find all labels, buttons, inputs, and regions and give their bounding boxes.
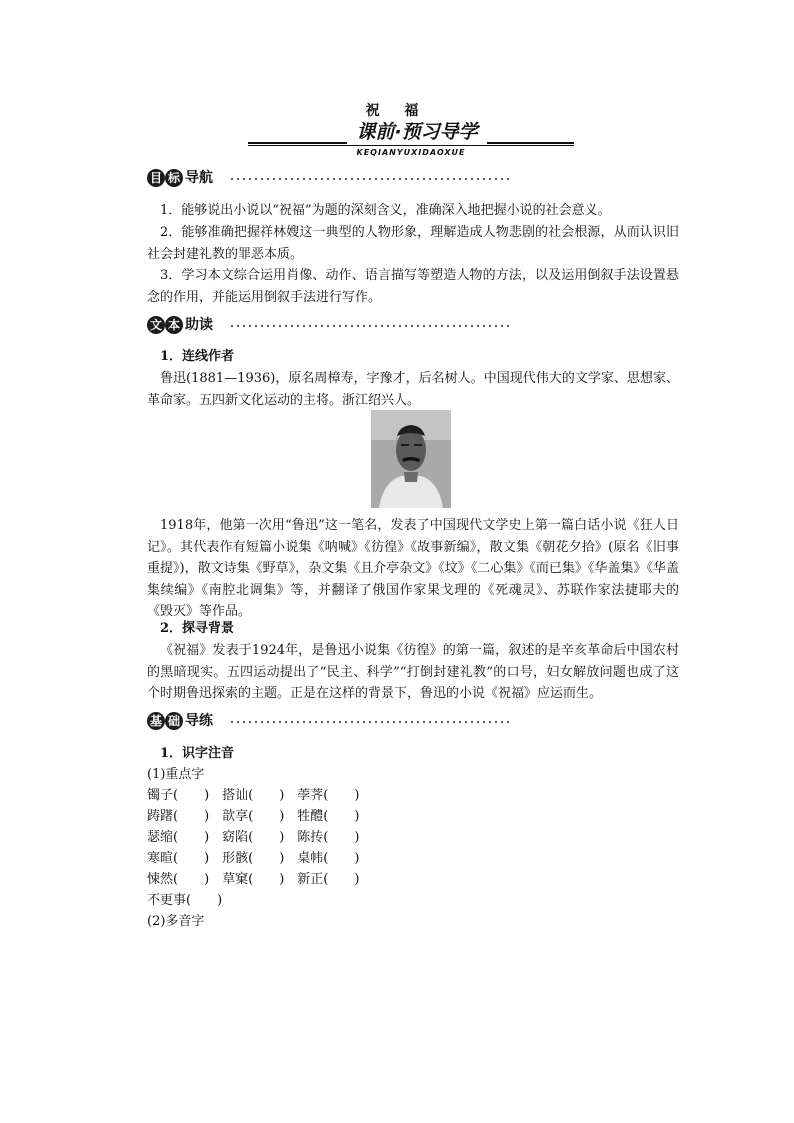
author-works: 1918年，他第一次用“鲁迅”这一笔名，发表了中国现代文学史上第一篇白话小说《狂人日记》。其代表作有短篇小说集《呐喊》《彷徨》《故事新编》，散文集《朝花夕拾》(原名《旧事重提》)，散文诗集《野草》，杂文集《且介亭杂文》《坟》《二心集》《而已集》《华盖集》《华盖集续编》《南腔北调集》等，并翻译了俄国作家果戈理的《死魂灵》、苏联作家法捷耶夫的《毁灭》等作品。 — [147, 518, 679, 620]
dotted-rule — [229, 177, 509, 181]
portrait-drawing — [371, 410, 451, 508]
goal-item: 1．能够说出小说以“祝福”为题的深刻含义，准确深入地把握小说的社会意义。 — [160, 203, 611, 218]
heading-chip: 本 — [165, 316, 183, 334]
banner-rule-bottom — [248, 145, 574, 146]
dotted-rule — [229, 720, 509, 724]
page-title: 祝 福 — [365, 103, 429, 119]
heading-chip: 础 — [165, 712, 183, 730]
section-heading-practice — [147, 712, 377, 734]
subheading-key-characters: (1)重点字 — [147, 767, 205, 782]
author-portrait-image — [371, 410, 451, 508]
section-heading-goals — [147, 169, 377, 191]
exercise-row: 寒暄( ) 形骸( ) 桌帏( ) — [147, 851, 360, 866]
banner-subtitle: KEQIANYUXIDAOXUE — [356, 148, 466, 157]
subheading-pronunciation: 1．识字注音 — [160, 746, 235, 761]
section-banner — [248, 118, 574, 162]
heading-chip: 目 — [147, 169, 165, 187]
goal-item: 2．能够准确把握祥林嫂这一典型的人物形象，理解造成人物悲剧的社会根源，从而认识旧社会封建礼教的罪恶本质。 — [147, 225, 679, 262]
exercise-row: 不更事( ) — [147, 893, 223, 908]
author-bio: 鲁迅(1881—1936)，原名周樟寿，字豫才，后名树人。中国现代伟大的文学家、思想家、革命家。五四新文化运动的主将。浙江绍兴人。 — [147, 371, 679, 408]
exercise-row: 镯子( ) 搭讪( ) 荸荠( ) — [147, 788, 360, 803]
dotted-rule — [229, 324, 509, 328]
heading-label: 导航 — [185, 170, 213, 186]
section-heading-reading-aid — [147, 316, 377, 338]
banner-title: 课前·预习导学 — [347, 120, 487, 144]
exercise-row: 瑟缩( ) 窈陷( ) 陈抟( ) — [147, 830, 360, 845]
exercise-row: 踌躇( ) 歆享( ) 牲醴( ) — [147, 809, 360, 824]
heading-label: 助读 — [185, 317, 213, 333]
heading-chip: 基 — [147, 712, 165, 730]
heading-label: 导练 — [185, 713, 213, 729]
goal-item: 3．学习本文综合运用肖像、动作、语言描写等塑造人物的方法，以及运用倒叙手法设置悬念的作用，并能运用倒叙手法进行写作。 — [147, 268, 679, 305]
subheading-author: 1．连线作者 — [160, 349, 235, 364]
subheading-polyphonic: (2)多音字 — [147, 914, 205, 929]
background-text: 《祝福》发表于1924年，是鲁迅小说集《彷徨》的第一篇，叙述的是辛亥革命后中国农村的黑暗现实。五四运动提出了“民主、科学”“打倒封建礼教”的口号，妇女解放问题也成了这个时期鲁迅探索的主题。正是在这样的背景下，鲁迅的小说《祝福》应运而生。 — [147, 643, 679, 702]
heading-chip: 文 — [147, 316, 165, 334]
exercise-row: 悚然( ) 草窠( ) 新正( ) — [147, 872, 360, 887]
subheading-background: 2．探寻背景 — [160, 621, 235, 636]
heading-chip: 标 — [165, 169, 183, 187]
